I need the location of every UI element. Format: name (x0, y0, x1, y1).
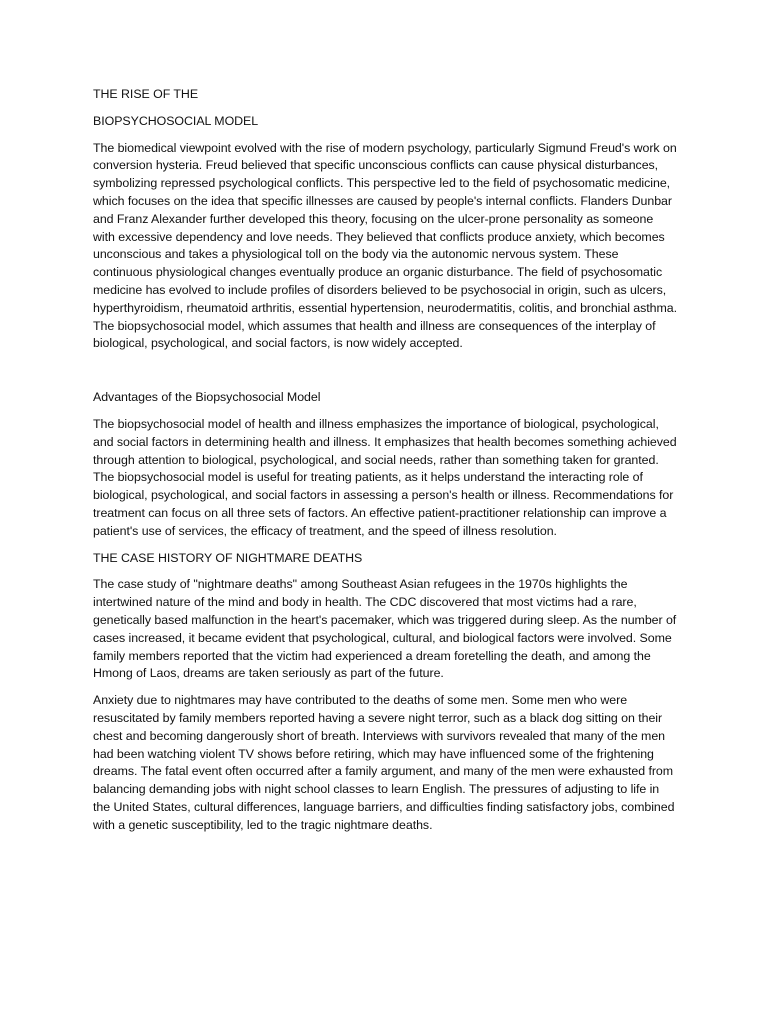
document-page (93, 86, 678, 843)
paragraph-anxiety: Anxiety due to nightmares may have contributed to the deaths of some men. Some men who were resuscitated by family members reported having a severe night terror, such as a black dog sitting on their chest and becoming dangerously short of breath. Interviews with survivors revealed that many of the men had been watching violent TV shows before retiring, which may have influenced some of the frightening dreams. The fatal event often occurred after a family argument, and many of the men were exhausted from balancing demanding jobs with night school classes to learn English. The pressures of adjusting to life in the United States, cultural differences, language barriers, and difficulties finding satisfactory jobs, combined with a genetic susceptibility, led to the tragic nightmare deaths. (93, 693, 675, 832)
section-title-case-history: THE CASE HISTORY OF NIGHTMARE DEATHS (93, 550, 363, 565)
section-title-line-1: THE RISE OF THE (93, 87, 199, 101)
section-title-line-2: BIOPSYCHOSOCIAL MODEL (93, 113, 259, 128)
paragraph-case-study: The case study of "nightmare deaths" among Southeast Asian refugees in the 1970s highlights the intertwined nature of the mind and body in health. The CDC discovered that most victims had a rare, genetically based malfunction in the heart's pacemaker, which was triggered during sleep. As the number of cases increased, it became evident that psychological, cultural, and biological factors were involved. Some family members reported that the victim had experienced a dream foretelling the death, and among the Hmong of Laos, dreams are taken seriously as part of the future. (93, 577, 677, 681)
section-title-advantages: Advantages of the Biopsychosocial Model (93, 390, 321, 405)
section-spacer (93, 362, 678, 389)
paragraph-rise-of-model: The biomedical viewpoint evolved with the rise of modern psychology, particularly Sigmund Freud's work on conversion hysteria. Freud believed that specific unconscious conflicts can cause physical disturbances, symbolizing repressed psychological conflicts. This perspective led to the field of psychosomatic medicine, which focuses on the idea that specific illnesses are caused by people's internal conflicts. Flanders Dunbar and Franz Alexander further developed this theory, focusing on the ulcer-prone personality as someone with excessive dependency and love needs. They believed that conflicts produce anxiety, which becomes unconscious and takes a physiological toll on the body via the autonomic nervous system. These continuous physiological changes eventually produce an organic disturbance. The field of psychosomatic medicine has evolved to include profiles of disorders believed to be psychosocial in origin, such as ulcers, hyperthyroidism, rheumatoid arthritis, essential hypertension, neurodermatitis, colitis, and bronchial asthma. The biopsychosocial model, which assumes that health and illness are consequences of the interplay of biological, psychological, and social factors, is now widely accepted. (93, 140, 678, 351)
paragraph-advantages: The biopsychosocial model of health and illness emphasizes the importance of biological, psychological, and social factors in determining health and illness. It emphasizes that health becomes something achieved through attention to biological, psychological, and social needs, rather than something taken for granted. The biopsychosocial model is useful for treating patients, as it helps understand the interacting role of biological, psychological, and social factors in assessing a person's health or illness. Recommendations for treatment can focus on all three sets of factors. An effective patient-practitioner relationship can improve a patient's use of services, the efficacy of treatment, and the speed of illness resolution. (93, 416, 677, 538)
